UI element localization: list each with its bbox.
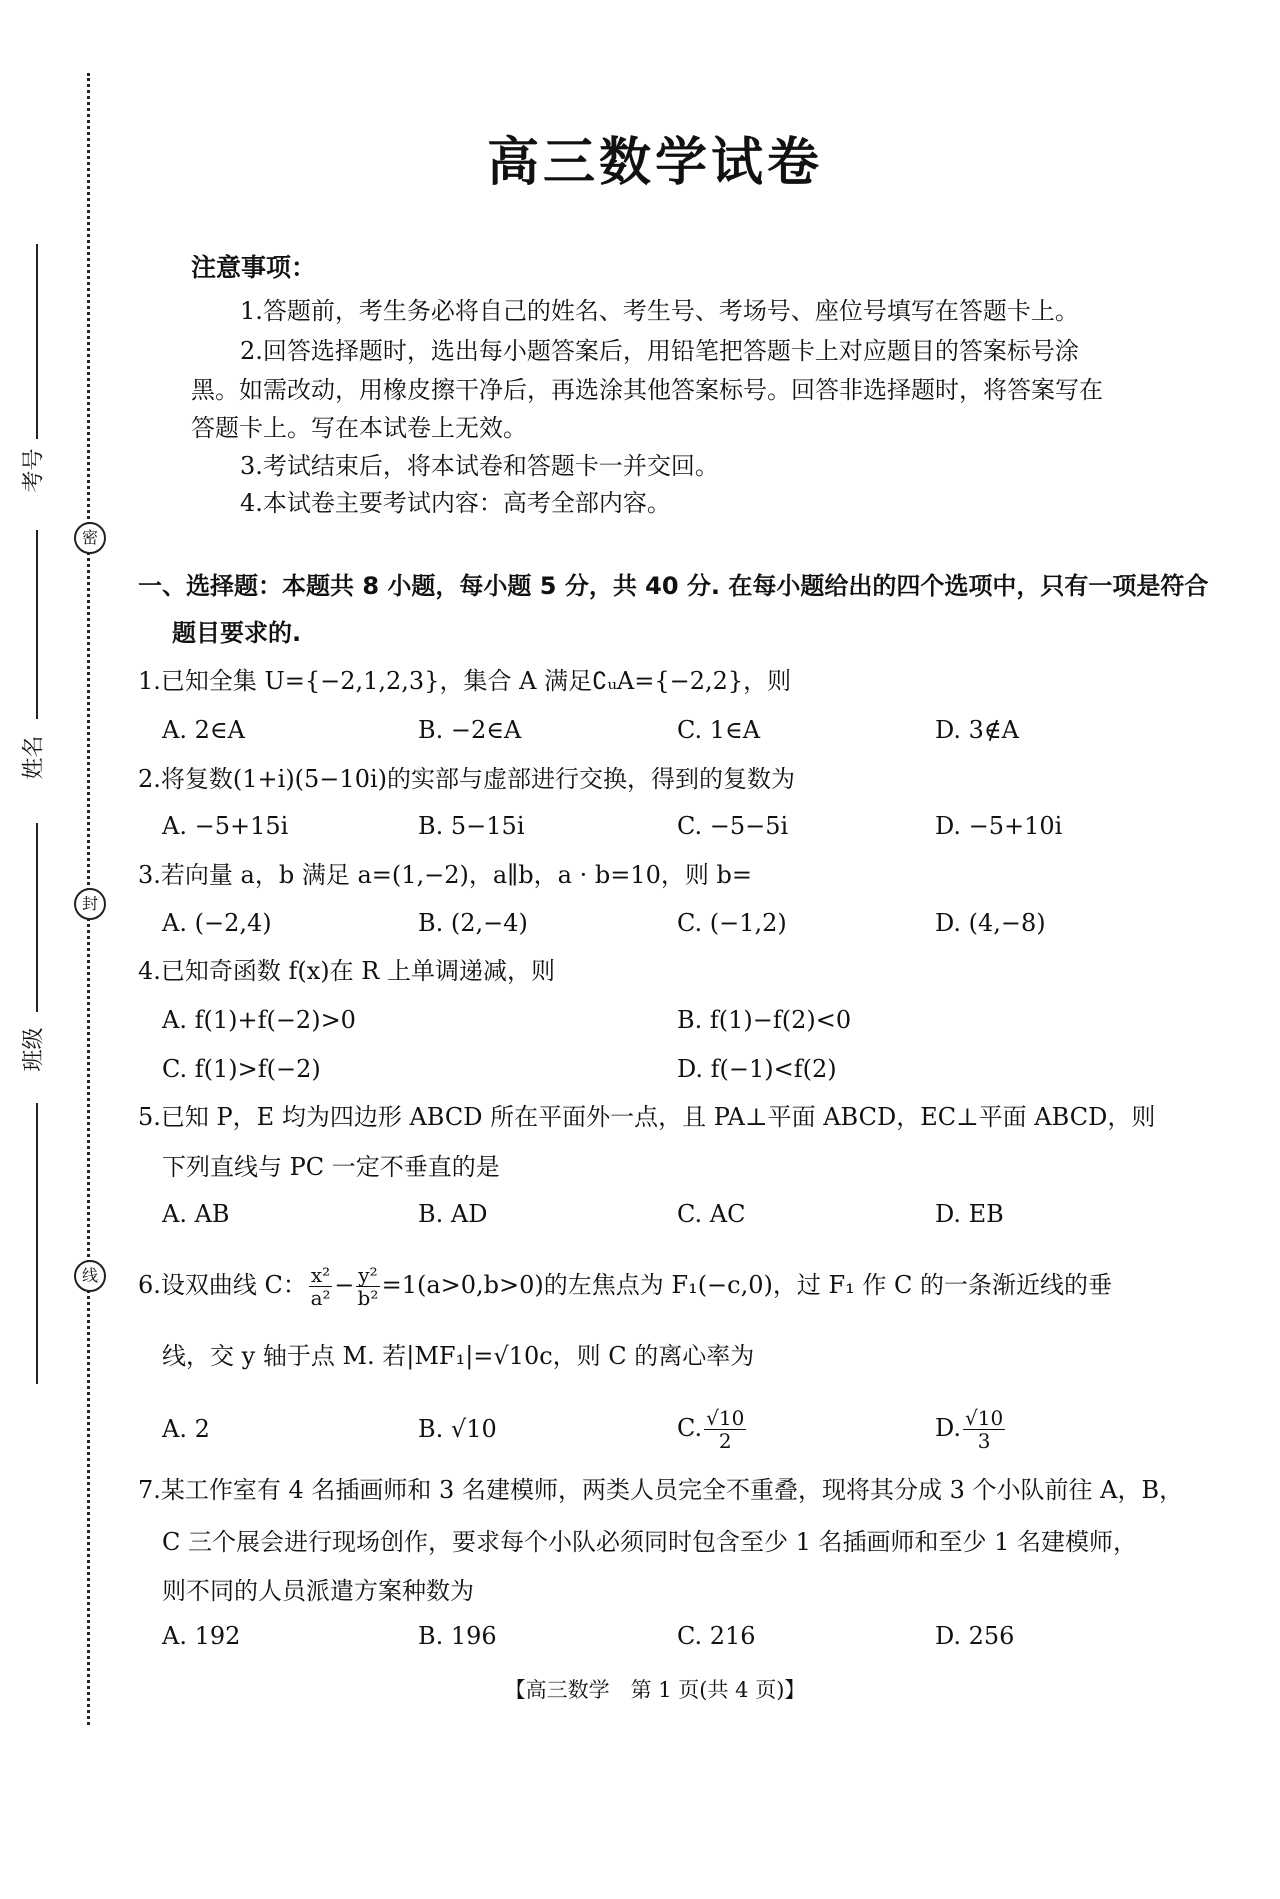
class-label: 班级 xyxy=(21,1027,47,1072)
option-b: B. 5−15i xyxy=(418,812,525,840)
notice-line: 2.回答选择题时，选出每小题答案后，用铅笔把答题卡上对应题目的答案标号涂 xyxy=(240,337,1079,365)
question-7-cont: C 三个展会进行现场创作，要求每个小队必须同时包含至少 1 名插画师和至少 1 名建模师， xyxy=(162,1528,1138,1556)
question-7: 7.某工作室有 4 名插画师和 3 名建模师，两类人员完全不重叠，现将其分成 3 个小队前往 A，B， xyxy=(138,1476,1184,1504)
option-c: C. (−1,2) xyxy=(677,909,787,937)
notice-line: 3.考试结束后，将本试卷和答题卡一并交回。 xyxy=(240,452,719,480)
exam-number-line xyxy=(36,244,38,439)
seal-mi: 密 xyxy=(74,522,106,554)
option-a: A. 192 xyxy=(162,1622,241,1650)
q6-stem-start: 6.设双曲线 C： xyxy=(138,1271,307,1299)
page-footer: 【高三数学 第 1 页(共 4 页)】 xyxy=(504,1678,806,1702)
fraction-sqrt10-2: $\frac{√10}{2}$ xyxy=(706,1406,745,1453)
option-a: A. AB xyxy=(162,1200,230,1228)
option-d: D. 3∉A xyxy=(935,716,1020,744)
option-b: B. (2,−4) xyxy=(418,909,528,937)
option-c: C. $\frac{√10}{2}$ xyxy=(677,1406,745,1453)
option-c: C. f(1)>f(−2) xyxy=(162,1055,321,1083)
fraction-sqrt10-3: $\frac{√10}{3}$ xyxy=(965,1406,1004,1453)
option-b: B. −2∈A xyxy=(418,716,522,744)
name-line xyxy=(36,530,38,719)
fraction-x2-a2: $\frac{\text{x²}}{\text{a²}}$ xyxy=(310,1263,331,1310)
question-3: 3.若向量 a，b 满足 a=(1,−2)，a∥b，a · b=10，则 b= xyxy=(138,861,752,889)
page-title: 高三数学试卷 xyxy=(486,133,823,193)
option-c: C. −5−5i xyxy=(677,812,789,840)
question-1: 1.已知全集 U={−2,1,2,3}，集合 A 满足∁ᵤA={−2,2}，则 xyxy=(138,667,792,695)
option-a: A. (−2,4) xyxy=(162,909,272,937)
option-d: D. −5+10i xyxy=(935,812,1063,840)
question-6: 6.设双曲线 C： $\frac{\text{x²}}{\text{a²}}$ − $\frac{\text{y²}}{\text{b²}}$ =1(a>0,b>0)的左焦点为 F₁(−c,0)，过 F₁ 作 C 的一条渐近线的垂 xyxy=(138,1263,1113,1310)
question-7-cont: 则不同的人员派遣方案种数为 xyxy=(162,1577,474,1605)
option-a: A. f(1)+f(−2)>0 xyxy=(162,1006,356,1034)
option-c: C. 216 xyxy=(677,1622,756,1650)
option-d: D. 256 xyxy=(935,1622,1015,1650)
seal-xian: 线 xyxy=(74,1260,106,1292)
q6-stem-end: =1(a>0,b>0)的左焦点为 F₁(−c,0)，过 F₁ 作 C 的一条渐近线的垂 xyxy=(381,1271,1113,1299)
class-line xyxy=(36,823,38,1012)
question-6-cont: 线，交 y 轴于点 M. 若|MF₁|=√10c，则 C 的离心率为 xyxy=(162,1342,755,1370)
seal-feng: 封 xyxy=(74,888,106,920)
option-c: C. AC xyxy=(677,1200,746,1228)
option-c: C. 1∈A xyxy=(677,716,761,744)
option-d: D. EB xyxy=(935,1200,1004,1228)
option-a: A. −5+15i xyxy=(162,812,289,840)
notice-line: 黑。如需改动，用橡皮擦干净后，再选涂其他答案标号。回答非选择题时，将答案写在 xyxy=(191,376,1103,404)
section-heading-cont: 题目要求的. xyxy=(172,619,302,647)
question-5: 5.已知 P，E 均为四边形 ABCD 所在平面外一点，且 PA⊥平面 ABCD，EC⊥平面 ABCD，则 xyxy=(138,1103,1156,1131)
option-d: D. $\frac{√10}{3}$ xyxy=(935,1406,1004,1453)
notice-line: 1.答题前，考生务必将自己的姓名、考生号、考场号、座位号填写在答题卡上。 xyxy=(240,297,1079,325)
question-4: 4.已知奇函数 f(x)在 R 上单调递减，则 xyxy=(138,957,555,985)
option-a: A. 2∈A xyxy=(162,716,245,744)
seat-line xyxy=(36,1103,38,1384)
option-d: D. (4,−8) xyxy=(935,909,1046,937)
option-b: B. AD xyxy=(418,1200,488,1228)
fraction-y2-b2: $\frac{\text{y²}}{\text{b²}}$ xyxy=(357,1263,379,1310)
name-label: 姓名 xyxy=(21,735,47,780)
option-a: A. 2 xyxy=(162,1415,210,1443)
option-b: B. f(1)−f(2)<0 xyxy=(677,1006,852,1034)
option-d: D. f(−1)<f(2) xyxy=(677,1055,837,1083)
notice-line: 答题卡上。写在本试卷上无效。 xyxy=(191,414,527,442)
option-b: B. √10 xyxy=(418,1415,497,1443)
option-b: B. 196 xyxy=(418,1622,497,1650)
exam-number-label: 考号 xyxy=(21,448,47,493)
notice-heading: 注意事项： xyxy=(191,253,317,282)
notice-line: 4.本试卷主要考试内容：高考全部内容。 xyxy=(240,489,671,517)
question-5-cont: 下列直线与 PC 一定不垂直的是 xyxy=(162,1153,500,1181)
question-2: 2.将复数(1+i)(5−10i)的实部与虚部进行交换，得到的复数为 xyxy=(138,765,795,793)
section-heading: 一、选择题：本题共 8 小题，每小题 5 分，共 40 分. 在每小题给出的四个选项中，只有一项是符合 xyxy=(138,572,1209,600)
